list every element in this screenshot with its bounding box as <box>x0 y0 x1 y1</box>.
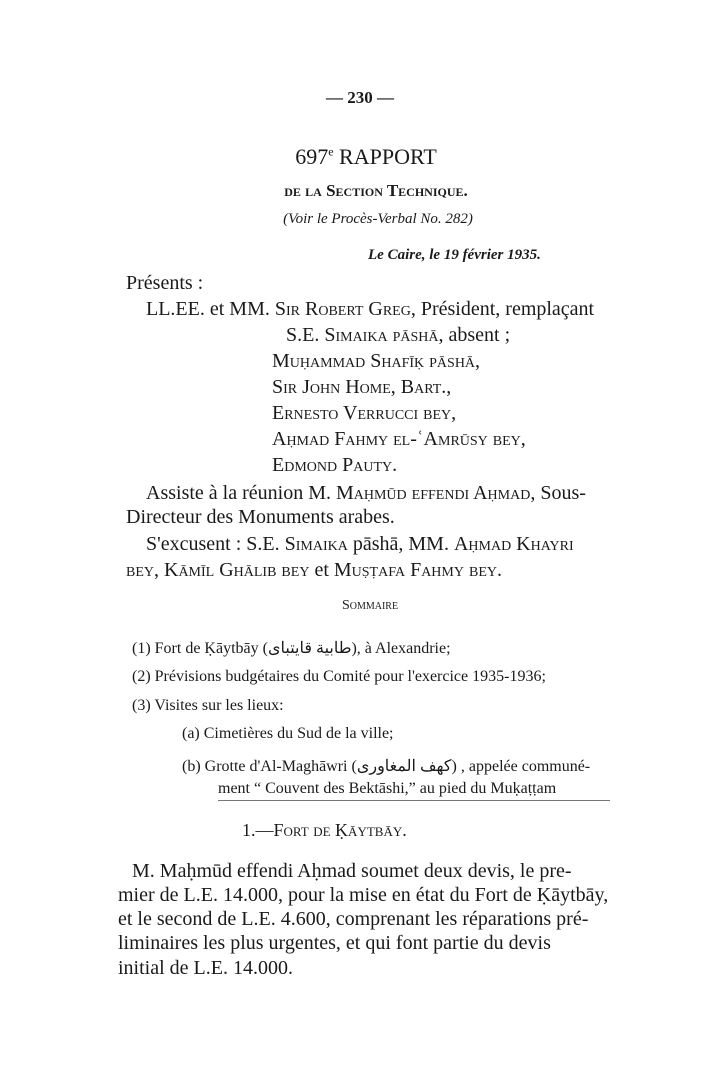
section-line: et le second de L.E. 4.600, comprenant les réparations pré- <box>118 908 589 930</box>
excusent-name-2: Aḥmad Khayri <box>453 533 574 555</box>
excusent-name-1: S.E. Simaika <box>246 533 348 555</box>
assiste-prefix: Assiste à la réunion M. <box>146 482 331 504</box>
attendance-absent-note: , absent ; <box>438 324 511 346</box>
section-line: mier de L.E. 14.000, pour la mise en état du Fort de Ḳāytbāy, <box>118 884 609 906</box>
sommaire-title: Sommaire <box>341 598 399 613</box>
member-item: Edmond Pauty. <box>272 454 398 476</box>
report-title-text: RAPPORT <box>339 144 437 169</box>
attendance-prefix: LL.EE. et MM. <box>146 298 270 320</box>
assiste-line-2: Directeur des Monuments arabes. <box>126 506 395 528</box>
member-item: Ernesto Verrucci bey, <box>272 402 457 424</box>
attendance-absent-name: S.E. Simaika pāshā <box>286 324 439 346</box>
member-item: Aḥmad Fahmy el-ʿAmrūsy bey, <box>272 428 526 450</box>
report-subtitle: de la Section Technique. <box>284 181 468 200</box>
report-reference: (Voir le Procès-Verbal No. 282) <box>283 211 473 227</box>
assiste-role: , Sous- <box>530 482 586 504</box>
assiste-line-1 <box>146 482 586 505</box>
sommaire-item: (2) Prévisions budgétaires du Comité pour l'exercice 1935-1936; <box>132 668 546 685</box>
sommaire-subitem-b: (b) Grotte d'Al-Maghāwri (كهف المغاورى) , appelée communé- <box>182 758 591 775</box>
excusent-name-4: Muṣṭafa Fahmy bey. <box>333 559 502 581</box>
report-number: 697 <box>295 144 329 169</box>
report-number-suffix: e <box>328 144 334 159</box>
sommaire-item: (1) Fort de Ḳāytbāy (طابية قايتباى), à Alexandrie; <box>132 640 451 657</box>
member-item: Muḥammad Shafīḳ pāshā, <box>272 350 481 372</box>
assiste-name: Maḥmūd effendi Aḥmad <box>335 482 531 504</box>
attendance-line-1 <box>146 298 594 321</box>
sommaire-subitem-b-continued: ment “ Couvent des Bektāshi,” au pied du Muḳaṭṭam <box>218 780 557 797</box>
excusent-conjunction: et <box>314 559 329 581</box>
excusent-name-3: Kāmīl Ghālib bey <box>164 559 310 581</box>
member-item: Sir John Home, Bart., <box>272 376 452 398</box>
attendance-label: Présents : <box>126 272 204 294</box>
excusent-prefix: S'excusent : <box>146 533 242 555</box>
excusent-line-2 <box>126 559 502 582</box>
report-date: Le Caire, le 19 février 1935. <box>368 247 541 263</box>
page-number: — 230 — <box>326 88 394 107</box>
section-line: M. Maḥmūd effendi Aḥmad soumet deux devis, le pre- <box>132 860 572 882</box>
report-title <box>0 144 720 170</box>
attendance-line-2 <box>286 324 510 347</box>
attendance-president-role: , Président, remplaçant <box>410 298 595 320</box>
divider <box>218 800 610 801</box>
section-heading: 1.—Fort de Ḳāytbāy. <box>242 820 407 840</box>
sommaire-item: (3) Visites sur les lieux: <box>132 697 284 714</box>
sommaire-subitem-a: (a) Cimetières du Sud de la ville; <box>182 725 394 742</box>
excusent-bey-1: bey, <box>126 559 159 581</box>
section-line: initial de L.E. 14.000. <box>118 957 293 979</box>
excusent-mid: pāshā, MM. <box>352 533 449 555</box>
section-line: liminaires les plus urgentes, et qui font partie du devis <box>118 932 551 954</box>
excusent-line-1 <box>146 533 574 556</box>
attendance-president-name: Sir Robert Greg <box>274 298 411 320</box>
